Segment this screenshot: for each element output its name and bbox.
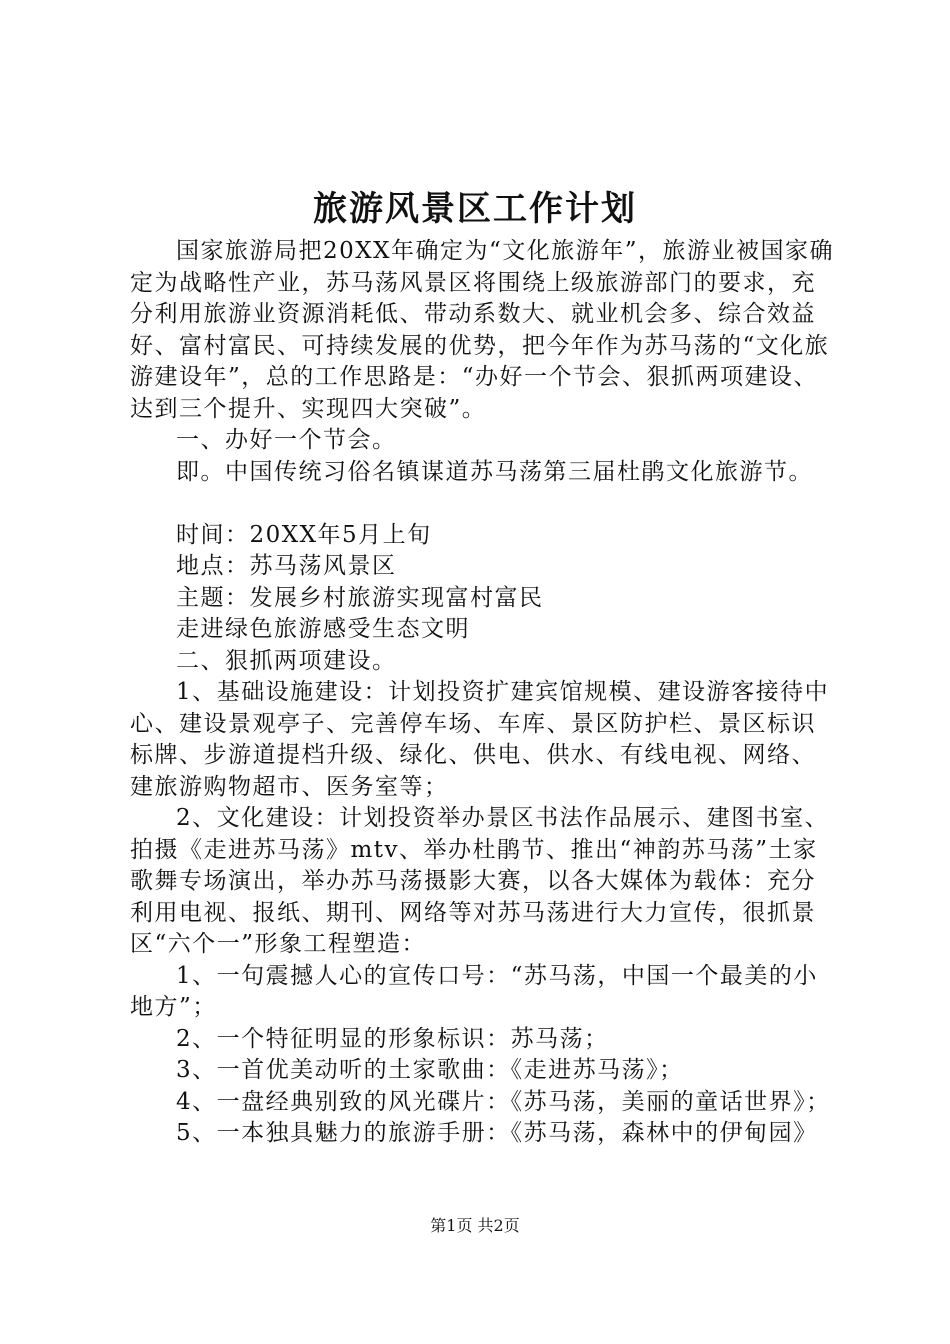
- list-item: 3、一首优美动听的土家歌曲：《走进苏马荡》；: [176, 1057, 684, 1083]
- list-item: 5、一本独具魅力的旅游手册：《苏马荡，森林中的伊甸园》: [176, 1120, 818, 1146]
- section-heading-two: 二、狠抓两项建设。: [176, 647, 397, 674]
- theme-line: 主题：发展乡村旅游实现富村富民: [176, 584, 544, 611]
- theme-line-two: 走进绿色旅游感受生态文明: [176, 616, 470, 642]
- page-footer: 第1页 共2页: [430, 1216, 520, 1235]
- infrastructure-paragraph: 1、基础设施建设：计划投资扩建宾馆规模、建设游客接待中心、建设景观亭子、完善停车场、车库、景区防护栏、景区标识标牌、步游道提档升级、绿化、供电、供水、有线电视、网络、建旅游购物超市、医务室等；: [130, 679, 830, 800]
- section-heading-one: 一、办好一个节会。: [176, 427, 397, 453]
- list-item: 2、一个特征明显的形象标识：苏马荡；: [176, 1025, 609, 1052]
- list-item: 4、一盘经典别致的风光碟片：《苏马荡，美丽的童话世界》；: [176, 1088, 831, 1115]
- list-item: 1、一句震撼人心的宣传口号：“苏马荡，中国一个最美的小地方”；: [130, 962, 818, 1020]
- intro-paragraph: 国家旅游局把20XX年确定为“文化旅游年”，旅游业被国家确定为战略性产业，苏马荡风景区将围绕上级旅游部门的要求，充分利用旅游业资源消耗低、带动系数大、就业机会多、综合效益好、富村富民、可持续发展的优势，把今年作为苏马荡的“文化旅游建设年”，总的工作思路是：“办好一个节会、狠抓两项建设、达到三个提升、实现四大突破”。: [130, 238, 835, 422]
- time-line: 时间：20XX年5月上旬: [176, 521, 432, 548]
- document-title: 旅游风景区工作计划: [313, 189, 637, 229]
- festival-paragraph: 即。中国传统习俗名镇谋道苏马荡第三届杜鹃文化旅游节。: [176, 458, 813, 485]
- document-body: [130, 236, 840, 1150]
- culture-paragraph: 2、文化建设：计划投资举办景区书法作品展示、建图书室、拍摄《走进苏马荡》mtv、举办杜鹃节、推出“神韵苏马荡”土家歌舞专场演出，举办苏马荡摄影大赛，以各大媒体为载体：充分利用电视、报纸、期刊、网络等对苏马荡进行大力宣传，很抓景区“六个一”形象工程塑造：: [130, 805, 830, 957]
- location-line: 地点：苏马荡风景区: [176, 553, 397, 579]
